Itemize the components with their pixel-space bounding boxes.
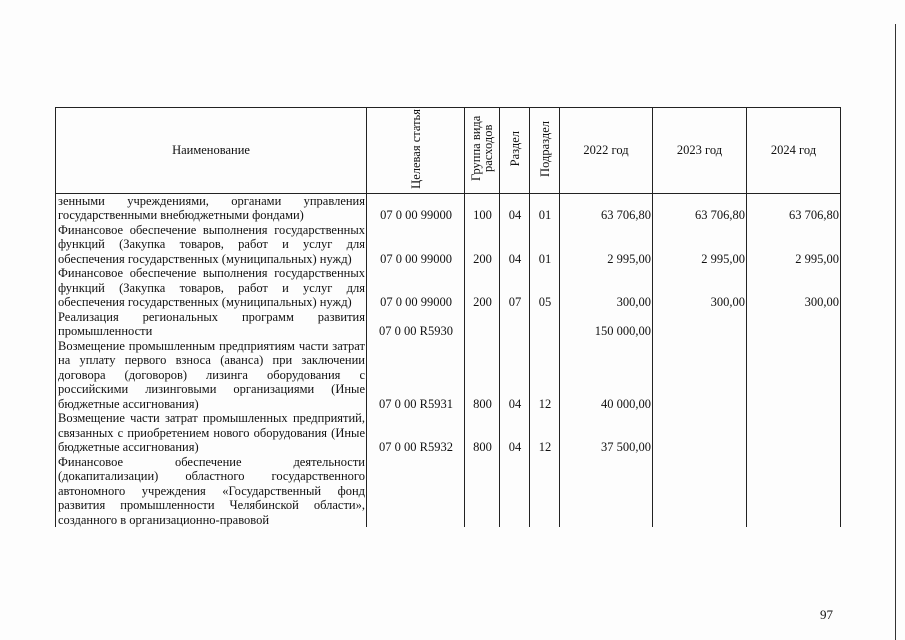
row-year-2024 (747, 339, 841, 412)
row-target-article: 07 0 00 99000 (367, 193, 465, 223)
row-year-2023 (653, 310, 747, 339)
row-section: 04 (500, 193, 530, 223)
row-target-article: 07 0 00 R5932 (367, 411, 465, 455)
row-year-2023: 2 995,00 (653, 223, 747, 267)
row-target-article: 07 0 00 99000 (367, 223, 465, 267)
row-year-2023 (653, 455, 747, 528)
row-year-2022: 63 706,80 (560, 193, 653, 223)
header-expense-group: Группа вида расходов (465, 108, 500, 194)
row-expense-group: 200 (465, 266, 500, 310)
table-row (56, 310, 841, 339)
row-expense-group: 800 (465, 411, 500, 455)
row-year-2022: 150 000,00 (560, 310, 653, 339)
page-number: 97 (820, 607, 833, 622)
row-section (500, 455, 530, 528)
header-target-article: Целевая статья (367, 108, 465, 194)
row-year-2024 (747, 310, 841, 339)
row-year-2024: 63 706,80 (747, 193, 841, 223)
row-subsection: 12 (530, 411, 560, 455)
row-year-2024 (747, 411, 841, 455)
table-row (56, 223, 841, 267)
table-header (56, 108, 841, 194)
row-target-article: 07 0 00 R5930 (367, 310, 465, 339)
row-name: зенными учреждениями, органами управления государственными внебюджетными фондами) (56, 193, 367, 223)
row-name: Финансовое обеспечение выполнения государственных функций (Закупка товаров, работ и услуг для обеспечения государственных (муниципальных) нужд) (56, 223, 367, 267)
header-subsection: Подраздел (530, 108, 560, 194)
row-section (500, 310, 530, 339)
row-year-2023 (653, 339, 747, 412)
row-name: Финансовое обеспечение деятельности (докапитализации) областного государственного автономного учреждения «Государственный фонд развития промышленности Челябинской области», созданного в организационно-правовой (56, 455, 367, 528)
row-name: Финансовое обеспечение выполнения государственных функций (Закупка товаров, работ и услуг для обеспечения государственных (муниципальных) нужд) (56, 266, 367, 310)
row-year-2024: 300,00 (747, 266, 841, 310)
row-year-2022 (560, 455, 653, 528)
table-row (56, 455, 841, 528)
row-target-article: 07 0 00 R5931 (367, 339, 465, 412)
row-expense-group: 800 (465, 339, 500, 412)
header-year-2023: 2023 год (653, 108, 747, 194)
table-row (56, 339, 841, 412)
row-subsection: 12 (530, 339, 560, 412)
row-subsection: 01 (530, 193, 560, 223)
row-name: Возмещение части затрат промышленных предприятий, связанных с приобретением нового оборудования (Иные бюджетные ассигнования) (56, 411, 367, 455)
row-year-2024: 2 995,00 (747, 223, 841, 267)
row-section: 04 (500, 411, 530, 455)
row-subsection: 05 (530, 266, 560, 310)
header-year-2022: 2022 год (560, 108, 653, 194)
row-name: Возмещение промышленным предприятиям части затрат на уплату первого взноса (аванса) при заключении договора (договоров) лизинга оборудования с российскими лизинговыми организациями (Иные бюджетные ассигнования) (56, 339, 367, 412)
row-expense-group: 200 (465, 223, 500, 267)
row-expense-group: 100 (465, 193, 500, 223)
table-row (56, 411, 841, 455)
budget-table (55, 107, 841, 527)
row-year-2022: 300,00 (560, 266, 653, 310)
table-row (56, 193, 841, 223)
row-expense-group (465, 455, 500, 528)
table-row (56, 266, 841, 310)
row-year-2023: 300,00 (653, 266, 747, 310)
row-section: 07 (500, 266, 530, 310)
budget-table-wrapper (55, 107, 841, 527)
row-section: 04 (500, 339, 530, 412)
table-body (56, 193, 841, 527)
row-target-article: 07 0 00 99000 (367, 266, 465, 310)
row-expense-group (465, 310, 500, 339)
row-subsection (530, 455, 560, 528)
header-name: Наименование (56, 108, 367, 194)
header-section: Раздел (500, 108, 530, 194)
row-section: 04 (500, 223, 530, 267)
row-year-2022: 40 000,00 (560, 339, 653, 412)
row-name: Реализация региональных программ развития промышленности (56, 310, 367, 339)
row-target-article (367, 455, 465, 528)
row-year-2022: 37 500,00 (560, 411, 653, 455)
page-edge-rule (895, 24, 896, 640)
row-subsection: 01 (530, 223, 560, 267)
header-year-2024: 2024 год (747, 108, 841, 194)
row-year-2023: 63 706,80 (653, 193, 747, 223)
row-subsection (530, 310, 560, 339)
row-year-2022: 2 995,00 (560, 223, 653, 267)
row-year-2023 (653, 411, 747, 455)
row-year-2024 (747, 455, 841, 528)
